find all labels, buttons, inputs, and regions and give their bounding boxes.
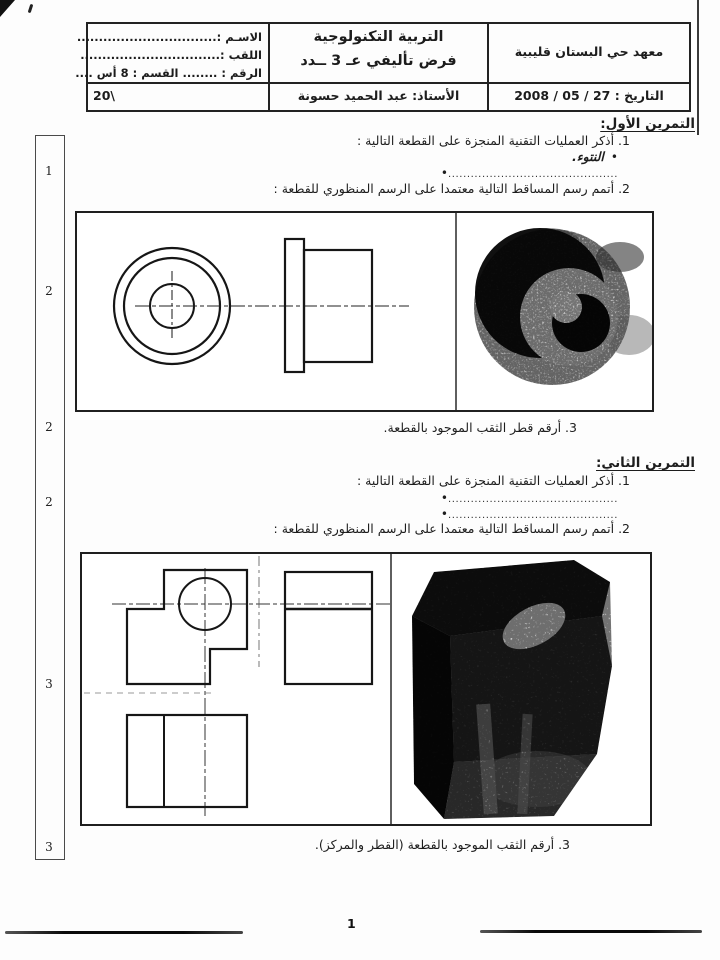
front-view-stepped-block xyxy=(127,570,247,684)
exam-title: فرض تأليفي عـ 3 ــدد xyxy=(300,53,457,69)
exercise2-drawing-box xyxy=(80,552,652,826)
grade-cell xyxy=(88,84,268,110)
answer-dotted-line: ............................................. xyxy=(447,169,618,180)
exercise1-technical-drawing xyxy=(77,213,652,410)
exercise1-question2: 2. أتمم رسم المساقط التالية معتمدا على الرسم المنظوري للقطعة : xyxy=(273,181,630,196)
scan-speck xyxy=(28,4,34,13)
teacher-cell xyxy=(270,84,487,110)
exercise2-answer1 xyxy=(434,490,618,507)
exercise1-title: التمرين الأول: xyxy=(600,116,695,132)
exercise1-question1: 1. أذكر العمليات التقنية المنجزة على القطعة التالية : xyxy=(356,133,630,148)
score-mark: 2 xyxy=(45,284,53,298)
part-photo-3d xyxy=(397,554,627,824)
score-mark: 2 xyxy=(45,420,53,434)
exercise1-question3: 3. أرقم قطر الثقب الموجود بالقطعة. xyxy=(383,420,577,435)
answer-dotted-line: ............................................. xyxy=(447,494,618,505)
scan-noise xyxy=(397,554,627,824)
part-photo xyxy=(473,228,652,388)
teacher-name: الأستاذ: عبد الحميد حسونة xyxy=(297,88,460,103)
header-table xyxy=(75,22,691,112)
institute-name: معهد حي البستان قليبية xyxy=(514,44,664,59)
handwritten-answer: النتوء. xyxy=(572,149,604,164)
answer-dotted-line: ............................................. xyxy=(447,510,618,521)
exercise1-answer2 xyxy=(434,165,618,182)
top-view xyxy=(127,715,247,807)
exercise2-title: التمرين الثاني: xyxy=(596,455,695,471)
footer-rule-right xyxy=(480,930,702,933)
score-mark: 1 xyxy=(45,164,53,178)
name-field: الاسـم :................................ xyxy=(76,30,262,44)
date-label: التاريخ : xyxy=(614,88,664,103)
exercise2-question3: 3. أرقم الثقب الموجود بالقطعة (القطر والمركز). xyxy=(314,837,570,852)
student-info-cell xyxy=(75,24,268,82)
score-mark: 3 xyxy=(45,677,53,691)
exercise2-question2: 2. أتمم رسم المساقط التالية معتمدا على الرسم المنظوري للقطعة : xyxy=(273,521,630,536)
page-edge-line xyxy=(697,0,699,135)
exercise1-drawing-box xyxy=(75,211,654,412)
date-line xyxy=(489,88,689,103)
exercise2-question1: 1. أذكر العمليات التقنية المنجزة على القطعة التالية : xyxy=(356,473,630,488)
scan-corner-mark xyxy=(0,0,15,17)
exercise1-answer1 xyxy=(572,149,618,165)
date-value: 2008 / 05 / 27 xyxy=(514,88,611,103)
bullet-icon: • xyxy=(440,507,448,521)
footer-rule-left xyxy=(5,931,243,934)
subject-title: التربية التكنولوجية xyxy=(313,29,444,45)
grade-denominator: 20\ xyxy=(93,88,115,103)
side-view xyxy=(285,572,372,684)
surname-field: اللقب :................................ xyxy=(80,48,262,62)
institute-cell xyxy=(489,24,689,82)
page-number: 1 xyxy=(347,916,356,931)
bullet-icon: • xyxy=(440,166,448,180)
subject-cell xyxy=(270,24,487,82)
bullet-icon: • xyxy=(440,491,448,505)
date-cell xyxy=(489,84,689,110)
bullet-icon: • xyxy=(610,150,618,164)
number-class-field: الرقم : ........ القسم : 8 أس .... xyxy=(75,66,262,80)
score-mark: 2 xyxy=(45,495,53,509)
score-mark: 3 xyxy=(45,840,53,854)
exercise2-technical-drawing xyxy=(82,554,650,824)
